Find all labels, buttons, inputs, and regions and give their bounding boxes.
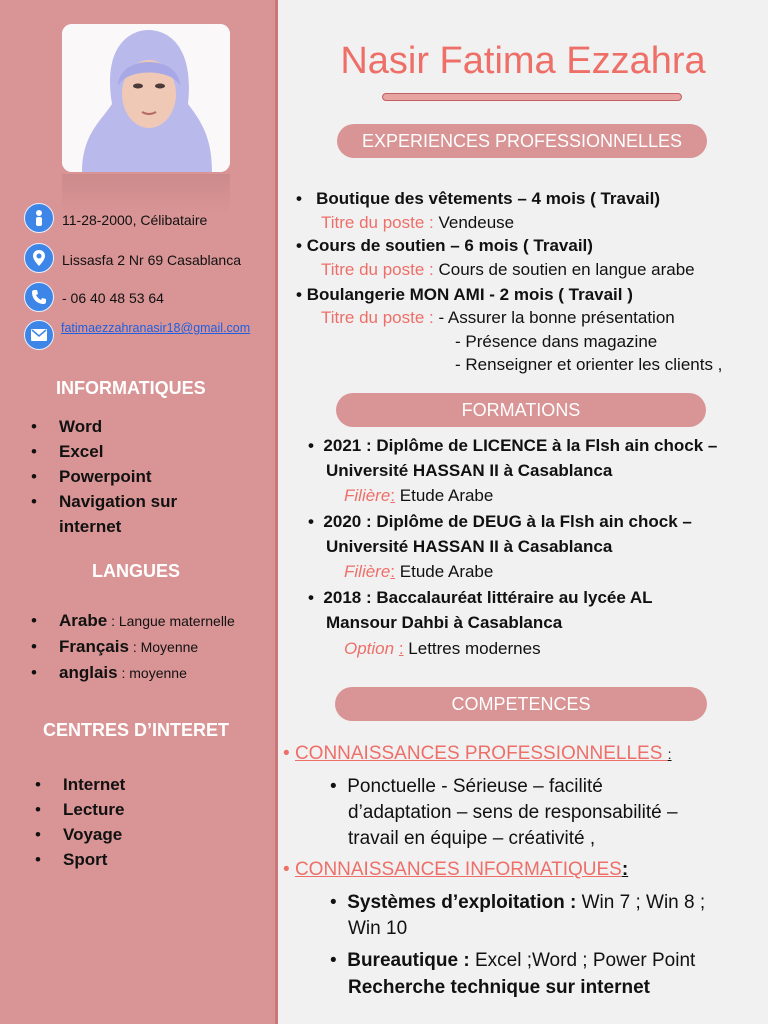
list-item: • Voyage [29,822,125,847]
colon: : [390,486,396,505]
bullet: • [283,743,295,764]
birth-status: 11-28-2000, Célibataire [62,212,208,228]
poste-value: Cours de soutien en langue arabe [438,260,695,279]
job-item [296,283,633,306]
bullet: • [296,189,317,208]
person-icon [24,203,54,233]
poste-label: Titre du poste [321,308,425,327]
formation-line: Université HASSAN II à Casablanca [326,461,613,480]
poste-extra: - Renseigner et orienter les clients , [455,355,723,374]
poste-label: Titre du poste [321,260,425,279]
list-item: • Navigation sur [25,489,177,514]
competence-section [283,741,672,767]
email-link[interactable]: fatimaezzahranasir18@gmail.com [61,321,251,335]
list-item: • Excel [25,439,177,464]
bullet: • [296,236,307,255]
informatiques-heading: INFORMATIQUES [56,378,206,398]
interets-list [29,772,125,872]
language-name: Français [59,637,129,656]
langues-list [25,608,235,686]
systemes-line: • Systèmes d’exploitation : Win 7 ; Win 8 ; [330,892,706,913]
location-pin-icon [24,243,54,273]
pro-line: travail en équipe – créativité , [348,828,596,849]
job-poste [321,211,514,234]
interets-heading: CENTRES D’INTERET [43,720,230,740]
colon: : [667,746,672,762]
formation-line: 2021 : Diplôme de LICENCE à la Flsh ain chock – [323,436,718,455]
bureautique-value: Excel ;Word ; Power Point [474,950,696,971]
language-level: : moyenne [117,665,187,681]
job-item [296,234,593,257]
formation-detail [344,560,493,583]
poste-label: Titre du poste [321,213,425,232]
list-item: • Lecture [29,797,125,822]
language-name: anglais [59,663,118,682]
language-name: Arabe [59,611,108,630]
formation-item: • 2018 : Baccalauréat littéraire au lycée AL [308,588,653,607]
pro-title: CONNAISSANCES PROFESSIONNELLES [294,743,668,764]
recherche-line: Recherche technique sur internet [348,977,650,998]
formation-item: • 2021 : Diplôme de LICENCE à la Flsh ain chock – [308,436,718,455]
detail-value: Etude Arabe [399,562,494,581]
list-item: • Sport [29,847,125,872]
poste-value: - Assurer la bonne présentation [438,308,675,327]
formation-item: • 2020 : Diplôme de DEUG à la Flsh ain chock – [308,512,692,531]
formation-detail [344,484,493,507]
list-item: • Internet [29,772,125,797]
list-item: internet [59,517,122,536]
colon: : [424,308,439,327]
formations-heading: FORMATIONS [336,393,706,427]
email-icon [24,320,54,350]
competence-section [283,857,628,883]
photo-reflection [62,174,230,214]
pro-line: d’adaptation – sens de responsabilité – [348,802,678,823]
job-poste [321,258,695,281]
colon: : [390,562,396,581]
detail-label: Filière [344,562,391,581]
phone-icon [24,282,54,312]
bureautique-label: Bureautique : [347,950,475,971]
job-title: Boutique des vêtements – 4 mois ( Travail) [316,189,661,208]
address: Lissasfa 2 Nr 69 Casablanca [62,252,241,268]
systemes-value: Win 7 ; Win 8 ; [581,892,706,913]
detail-value: Lettres modernes [408,639,541,658]
informatiques-list [25,414,177,539]
detail-label: Option [344,639,399,658]
profile-photo [62,24,230,172]
language-level: : Langue maternelle [107,613,235,629]
bullet: • [296,285,307,304]
detail-label: Filière [344,486,391,505]
colon: : [424,213,439,232]
systemes-value-2: Win 10 [348,918,408,939]
experiences-heading: EXPERIENCES PROFESSIONNELLES [337,124,707,158]
list-item: • Word [25,414,177,439]
title-underline [382,93,682,101]
pro-text: Ponctuelle - Sérieuse – facilité [347,776,603,797]
colon: : [398,639,404,658]
pro-line: • Ponctuelle - Sérieuse – facilité [330,776,603,797]
job-title: Boulangerie MON AMI - 2 mois ( Travail ) [306,285,633,304]
list-item [25,608,235,634]
page-title: Nasir Fatima Ezzahra [340,40,706,82]
list-item [25,634,235,660]
formation-line: Mansour Dahbi à Casablanca [326,613,563,632]
list-item: • Powerpoint [25,464,177,489]
info-title: CONNAISSANCES INFORMATIQUES [294,859,622,880]
formation-detail [344,637,541,660]
systemes-label: Systèmes d’exploitation : [347,892,582,913]
phone-number: - 06 40 48 53 64 [62,290,164,306]
competences-heading: COMPETENCES [335,687,707,721]
colon: : [424,260,439,279]
poste-value: Vendeuse [438,213,515,232]
list-item [25,660,235,686]
bullet: • [283,859,295,880]
colon: : [621,859,629,880]
formation-line: 2018 : Baccalauréat littéraire au lycée AL [323,588,653,607]
detail-value: Etude Arabe [399,486,494,505]
job-poste [321,306,675,329]
formation-line: Université HASSAN II à Casablanca [326,537,613,556]
sidebar-divider [275,0,278,1024]
bureautique-line: • Bureautique : Excel ;Word ; Power Point [330,950,696,971]
formation-line: 2020 : Diplôme de DEUG à la Flsh ain chock – [323,512,692,531]
poste-extra: - Présence dans magazine [455,332,658,351]
language-level: : Moyenne [128,639,199,655]
job-item [296,187,660,210]
job-title: Cours de soutien – 6 mois ( Travail) [306,236,593,255]
langues-heading: LANGUES [92,561,181,581]
